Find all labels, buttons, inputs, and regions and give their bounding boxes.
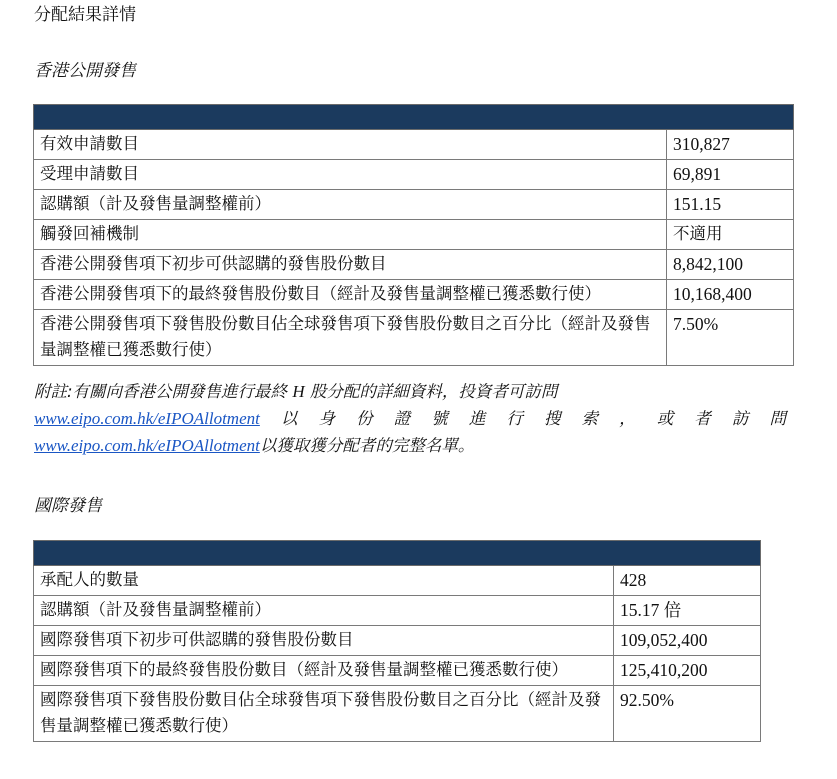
note-line-3: www.eipo.com.hk/eIPOAllotment以獲取獲分配者的完整名單。 [34,436,475,455]
row-label: 認購額（計及發售量調整權前） [34,596,614,626]
page-title: 分配結果詳情 [34,5,136,25]
table-row [34,130,794,160]
row-value: 310,827 [667,130,794,160]
row-value: 不適用 [667,220,794,250]
note-line-2: www.eipo.com.hk/eIPOAllotment 以 身 份 證 號 進 行 搜 索 ， 或 者 訪 問 [34,405,786,432]
row-value: 8,842,100 [667,250,794,280]
table-row [34,566,761,596]
international-offering-heading: 國際發售 [34,496,102,516]
row-value: 109,052,400 [614,626,761,656]
row-label: 承配人的數量 [34,566,614,596]
allotment-note [34,378,794,459]
eipo-allotment-link-2[interactable]: www.eipo.com.hk/eIPOAllotment [34,436,260,455]
table-row [34,686,761,742]
table-row [34,656,761,686]
row-value: 69,891 [667,160,794,190]
table-row [34,250,794,280]
international-offering-table [33,540,761,742]
table-row [34,596,761,626]
note-line-1: 附註:有關向香港公開發售進行最終 H 股分配的詳細資料，投資者可訪問 [34,382,558,401]
table-header-bar [34,541,761,566]
hk-public-offering-table [33,104,794,366]
row-label: 香港公開發售項下發售股份數目佔全球發售項下發售股份數目之百分比（經計及發售量調整權已獲悉數行使） [34,310,667,366]
row-label: 有效申請數目 [34,130,667,160]
row-label: 觸發回補機制 [34,220,667,250]
row-label: 國際發售項下初步可供認購的發售股份數目 [34,626,614,656]
row-label: 受理申請數目 [34,160,667,190]
row-label: 國際發售項下的最終發售股份數目（經計及發售量調整權已獲悉數行使） [34,656,614,686]
hk-public-offering-heading: 香港公開發售 [34,61,136,81]
row-value: 15.17 倍 [614,596,761,626]
table-row [34,220,794,250]
eipo-allotment-link[interactable]: www.eipo.com.hk/eIPOAllotment [34,409,260,428]
row-value: 125,410,200 [614,656,761,686]
table-row [34,310,794,366]
table-row [34,190,794,220]
row-value: 7.50% [667,310,794,366]
table-row [34,626,761,656]
row-label: 認購額（計及發售量調整權前） [34,190,667,220]
row-label: 香港公開發售項下的最終發售股份數目（經計及發售量調整權已獲悉數行使） [34,280,667,310]
row-value: 92.50% [614,686,761,742]
table-header-bar [34,105,794,130]
row-value: 10,168,400 [667,280,794,310]
row-label: 國際發售項下發售股份數目佔全球發售項下發售股份數目之百分比（經計及發售量調整權已獲悉數行使） [34,686,614,742]
row-value: 151.15 [667,190,794,220]
table-row [34,160,794,190]
row-label: 香港公開發售項下初步可供認購的發售股份數目 [34,250,667,280]
row-value: 428 [614,566,761,596]
table-row [34,280,794,310]
